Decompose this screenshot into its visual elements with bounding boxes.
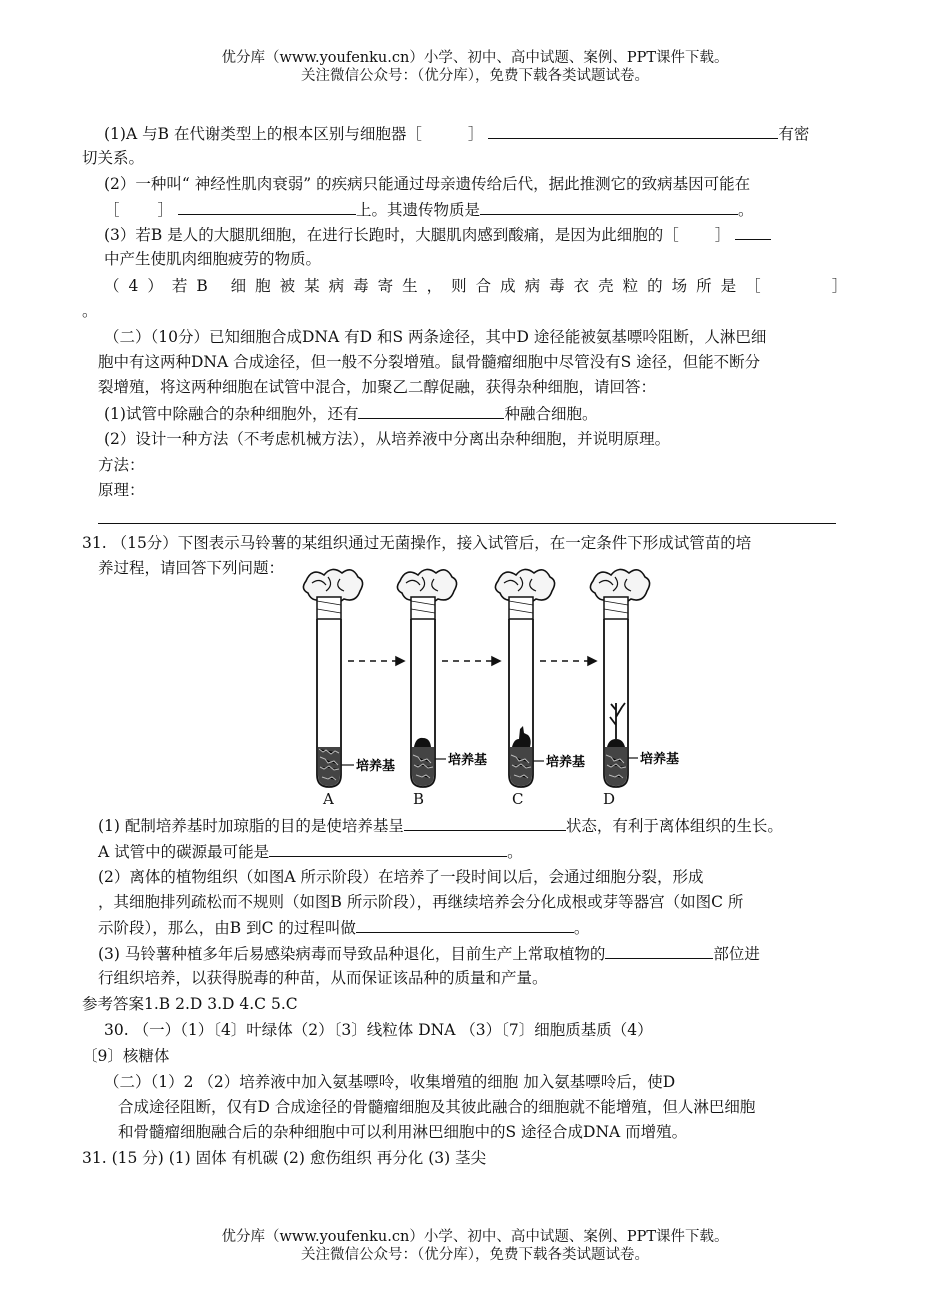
progress-arrows <box>348 657 596 665</box>
q30-part2-q1-blank[interactable] <box>358 402 504 419</box>
tube-a <box>303 569 362 787</box>
q30-3-bracket-close: ］ <box>714 226 731 244</box>
q31-1-text: (1) 配制培养基时加琼脂的目的是使培养基呈 <box>98 817 404 835</box>
header-line-2: 关注微信公众号：（优分库），免费下载各类试题试卷。 <box>301 68 649 84</box>
q30-part2-intro-1: （二）（10分）已知细胞合成DNA 有D 和S 两条途径，其中D 途径能被氨基嘌呤阻断，人淋巴细 <box>104 328 767 346</box>
q31-2-cont-1: ，其细胞排列疏松而不规则（如图B 所示阶段），再继续培养会分化成根或芽等器宫（如图C 所 <box>98 893 744 911</box>
medium-label-b: 培养基 <box>448 753 488 768</box>
medium-label-d: 培养基 <box>640 752 680 767</box>
footer-line-2: 关注微信公众号：（优分库），免费下载各类试题试卷。 <box>301 1247 649 1263</box>
answers-line-4: （二）（1）2 （2）培养液中加入氨基嘌呤，收集增殖的细胞 加入氨基嘌呤后，使D <box>104 1073 676 1091</box>
q30-2-bracket-close: ］ <box>157 201 174 219</box>
q30-1-tail: 有密 <box>778 125 810 143</box>
answers-line-1: 参考答案1.B 2.D 3.D 4.C 5.C <box>82 995 298 1013</box>
q30-3-answer-blank[interactable] <box>735 223 771 240</box>
q31-3-cont: 行组织培养，以获得脱毒的种苗，从而保证该品种的质量和产量。 <box>98 969 548 987</box>
answers-line-2: 30. （一）（1）〔4〕叶绿体（2）〔3〕线粒体 DNA （3）〔7〕细胞质基质（4） <box>104 1021 653 1039</box>
answers-line-3: 〔9〕核糖体 <box>82 1047 170 1065</box>
q30-2-line: (2）一种叫“ 神经性肌肉衰弱” 的疾病只能通过母亲遗传给后代，据此推测它的致病基因可能在 <box>104 175 751 193</box>
q30-2-location-blank[interactable] <box>178 198 356 215</box>
answers-line-6: 和骨髓瘤细胞融合后的杂种细胞中可以利用淋巴细胞中的S 途径合成DNA 而增殖。 <box>118 1123 688 1141</box>
q30-4-cont: 。 <box>82 302 98 320</box>
footer-line-1: 优分库（www.youfenku.cn）小学、初中、高中试题、案例、PPT课件下载。 <box>221 1229 729 1245</box>
q31-2-text: 示阶段），那么，由B 到C 的过程叫做 <box>98 919 356 937</box>
principle-label: 原理： <box>98 481 145 499</box>
q30-part2-q2: (2）设计一种方法（不考虑机械方法），从培养液中分离出杂种细胞，并说明原理。 <box>104 430 671 448</box>
medium-label-c: 培养基 <box>546 755 586 770</box>
q31-1-tail: 状态，有利于离体组织的生长。 <box>565 817 783 835</box>
q30-part2-q1 <box>104 402 597 425</box>
q31-1-carbon-blank[interactable] <box>269 840 507 857</box>
answers-line-5: 合成途径阻断，仅有D 合成途径的骨髓瘤细胞及其彼此融合的细胞就不能增殖，但人淋巴细胞 <box>118 1098 756 1116</box>
q30-part2-q1-tail: 种融合细胞。 <box>504 405 598 423</box>
q31-2-line: (2）离体的植物组织（如图A 所示阶段）在培养了一段时间以后，会通过细胞分裂，形成 <box>98 868 704 886</box>
header-line-1: 优分库（www.youfenku.cn）小学、初中、高中试题、案例、PPT课件下载。 <box>221 50 729 66</box>
q30-2-bracket-open: ［ <box>104 201 120 219</box>
q30-1-text: (1)A 与B 在代谢类型上的根本区别与细胞器［ <box>104 125 422 143</box>
tube-label-c: C <box>512 790 524 808</box>
q31-2-process-blank[interactable] <box>356 916 574 933</box>
tube-label-d: D <box>603 790 616 808</box>
tube-label-a: A <box>323 790 334 808</box>
q30-1-bracket-close: ］ <box>467 125 484 143</box>
method-label: 方法： <box>98 456 145 474</box>
q31-1-line <box>98 814 783 837</box>
q31-3-part-blank[interactable] <box>605 942 713 959</box>
q31-3-tail: 部位进 <box>713 945 760 963</box>
q31-3-line <box>98 942 760 965</box>
answers-line-7: 31. (15 分) (1) 固体 有机碳 (2) 愈伤组织 再分化 (3) 茎尖 <box>82 1149 487 1167</box>
q30-2-text: 上。其遗传物质是 <box>355 201 480 219</box>
q31-intro-1: 31. （15分）下图表示马铃薯的某组织通过无菌操作，接入试管后，在一定条件下形成试管苗的培 <box>82 534 752 552</box>
q31-1-carbon-text: A 试管中的碳源最可能是 <box>98 843 270 861</box>
q30-part2-intro-2: 胞中有这两种DNA 合成途径，但一般不分裂增殖。鼠骨髓瘤细胞中尽管没有S 途径，但能不断分 <box>98 353 761 371</box>
q30-3-text: (3）若B 是人的大腿肌细胞，在进行长跑时，大腿肌肉感到酸痛，是因为此细胞的［ <box>104 226 679 244</box>
medium-label-a: 培养基 <box>356 759 396 774</box>
q30-part2-intro-3: 裂增殖，将这两种细胞在试管中混合，加聚乙二醇促融，获得杂种细胞，请回答： <box>98 378 657 396</box>
tube-label-b: B <box>413 790 425 808</box>
q30-2-cont <box>104 198 754 221</box>
q30-1-answer-blank[interactable] <box>488 122 778 139</box>
page-header <box>0 49 950 85</box>
q30-3-line <box>104 223 771 246</box>
q30-4-text: （4）若B 细胞被某病毒寄生，则合成病毒衣壳粒的场所是［ <box>104 277 770 295</box>
q31-1-period: 。 <box>507 843 523 861</box>
q31-intro-2: 养过程，请回答下列问题： <box>98 559 285 577</box>
q31-3-text: (3) 马铃薯种植多年后易感染病毒而导致品种退化，目前生产上常取植物的 <box>98 945 606 963</box>
q31-2-cont-2 <box>98 916 589 939</box>
q31-1-cont <box>98 840 523 863</box>
q30-1-line <box>104 122 809 145</box>
q30-2-period: 。 <box>737 201 754 219</box>
q30-3-cont: 中产生使肌肉细胞疲劳的物质。 <box>104 250 322 268</box>
q30-1-cont: 切关系。 <box>82 149 145 167</box>
page-footer <box>0 1228 950 1264</box>
answer-line <box>98 523 836 524</box>
q30-2-material-blank[interactable] <box>480 198 738 215</box>
q30-part2-q1-text: (1)试管中除融合的杂种细胞外，还有 <box>104 405 359 423</box>
test-tube-figure <box>288 565 688 810</box>
q30-4-bracket-close: ］ <box>831 277 848 295</box>
q30-4-line <box>104 275 847 297</box>
q31-2-period: 。 <box>573 919 590 937</box>
q31-1-state-blank[interactable] <box>404 814 566 831</box>
